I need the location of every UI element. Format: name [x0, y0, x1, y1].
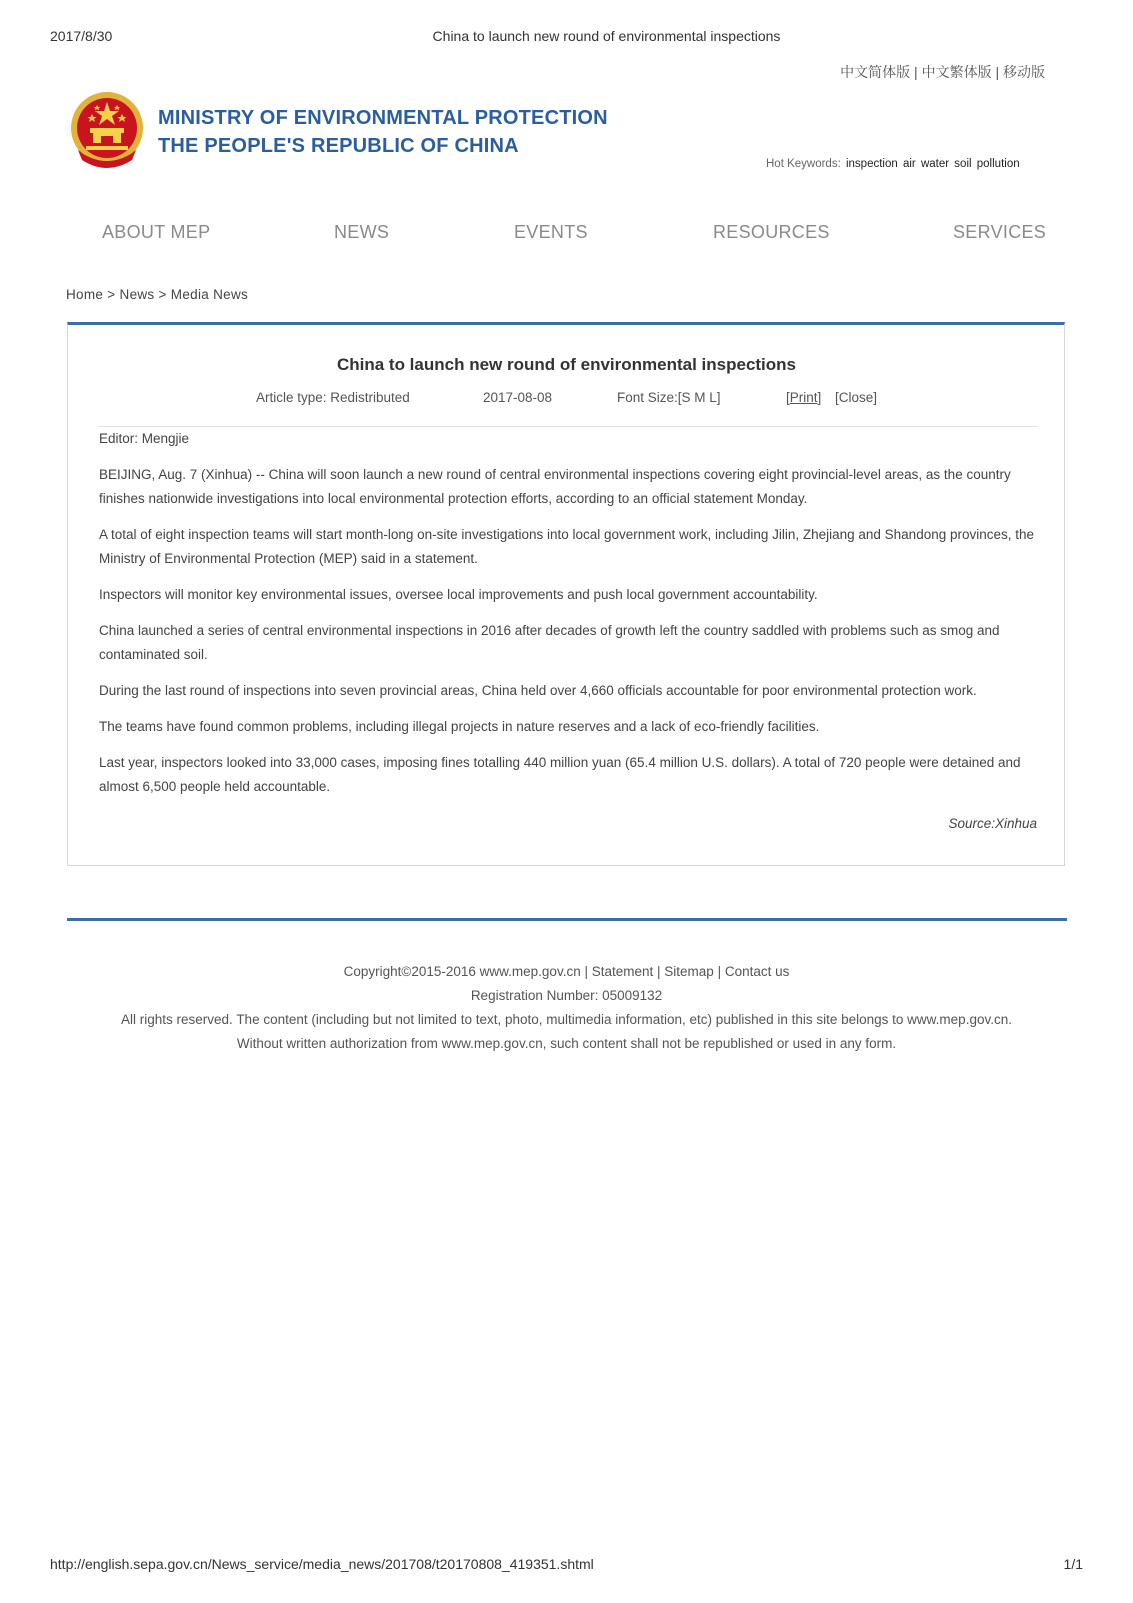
article-divider	[99, 426, 1037, 427]
footer-rights-line1: All rights reserved. The content (including but not limited to text, photo, multimedia information, etc) published in this site belongs to www.mep.gov.cn.	[121, 1012, 1012, 1027]
nav-events[interactable]: EVENTS	[514, 222, 588, 242]
article-paragraph: China launched a series of central environmental inspections in 2016 after decades of growth left the country saddled with problems such as smog and contaminated soil.	[99, 623, 1000, 662]
breadcrumb: Home > News > Media News	[66, 287, 249, 302]
ministry-title-line1: MINISTRY OF ENVIRONMENTAL PROTECTION	[158, 107, 608, 129]
nav-services[interactable]: SERVICES	[953, 222, 1047, 242]
article-paragraph: A total of eight inspection teams will start month-long on-site investigations into local government work, including Jilin, Zhejiang and Shandong provinces, the Ministry of Environmental Protection (MEP) said in a statement.	[99, 527, 1035, 566]
font-size-control[interactable]: Font Size:[S M L]	[617, 390, 721, 405]
footer-copyright: Copyright©2015-2016 www.mep.gov.cn	[343, 964, 581, 979]
keyword-pollution[interactable]: pollution	[976, 158, 1020, 170]
nav-about-mep[interactable]: ABOUT MEP	[102, 222, 211, 242]
article-paragraph: Inspectors will monitor key environmental issues, oversee local improvements and push local government accountability.	[99, 587, 818, 602]
breadcrumb-news[interactable]: News	[119, 287, 155, 302]
article-source: Source:Xinhua	[948, 816, 1037, 831]
print-url: http://english.sepa.gov.cn/News_service/media_news/201708/t20170808_419351.shtml	[50, 1556, 594, 1572]
article-type: Article type: Redistributed	[256, 390, 410, 405]
article-paragraph: BEIJING, Aug. 7 (Xinhua) -- China will soon launch a new round of central environmental inspections covering eight provincial-level areas, as the country finishes nationwide investigations into local environmental protection efforts, according to an official statement Monday.	[99, 467, 1011, 506]
lang-simplified-link[interactable]: 中文简体版	[840, 64, 911, 80]
footer-sitemap-link[interactable]: Sitemap	[664, 964, 714, 979]
keyword-soil[interactable]: soil	[954, 158, 972, 170]
footer-contact-link[interactable]: Contact us	[724, 964, 790, 979]
print-link[interactable]: Print	[789, 390, 818, 405]
keyword-air[interactable]: air	[902, 158, 916, 170]
nav-resources[interactable]: RESOURCES	[713, 222, 830, 242]
lang-traditional-link[interactable]: 中文繁体版	[921, 64, 992, 80]
nav-news[interactable]: NEWS	[334, 222, 390, 242]
article-date: 2017-08-08	[483, 390, 553, 405]
print-page-number: 1/1	[1063, 1556, 1083, 1572]
print-control: [Print]	[786, 390, 822, 405]
hot-keywords-label: Hot Keywords:	[766, 158, 841, 170]
print-page-title: China to launch new round of environmental inspections	[432, 28, 781, 44]
article-paragraph: During the last round of inspections into seven provincial areas, China held over 4,660 officials accountable for poor environmental protection work.	[99, 683, 977, 698]
lang-mobile-link[interactable]: 移动版	[1003, 64, 1045, 80]
close-link[interactable]: [Close]	[835, 390, 878, 405]
language-links: 中文简体版 | 中文繁体版 | 移动版	[840, 64, 1045, 80]
footer-registration: Registration Number: 05009132	[470, 988, 663, 1003]
main-nav	[66, 222, 1068, 252]
footer-divider	[67, 918, 1067, 921]
footer-rights-line2: Without written authorization from www.mep.gov.cn, such content shall not be republished or used in any form.	[236, 1036, 897, 1051]
ministry-title-line2: THE PEOPLE'S REPUBLIC OF CHINA	[158, 135, 519, 157]
keyword-water[interactable]: water	[920, 158, 950, 170]
breadcrumb-media-news[interactable]: Media News	[170, 287, 249, 302]
article-paragraph: Last year, inspectors looked into 33,000 cases, imposing fines totalling 440 million yuan (65.4 million U.S. dollars). A total of 720 people were detained and almost 6,500 people held accountable.	[99, 755, 1021, 794]
article-paragraph: The teams have found common problems, including illegal projects in nature reserves and a lack of eco-friendly facilities.	[99, 719, 820, 734]
breadcrumb-home[interactable]: Home	[66, 287, 104, 302]
hot-keywords	[766, 158, 1020, 170]
article-editor: Editor: Mengjie	[99, 431, 190, 446]
article-title: China to launch new round of environmental inspections	[336, 355, 797, 374]
footer-copyright-row: Copyright©2015-2016 www.mep.gov.cn | Statement | Sitemap | Contact us	[343, 964, 790, 979]
keyword-inspection[interactable]: inspection	[845, 158, 898, 170]
footer-statement-link[interactable]: Statement	[591, 964, 654, 979]
ministry-title[interactable]	[158, 104, 608, 160]
print-date: 2017/8/30	[50, 28, 113, 44]
national-emblem-icon[interactable]	[68, 90, 146, 172]
